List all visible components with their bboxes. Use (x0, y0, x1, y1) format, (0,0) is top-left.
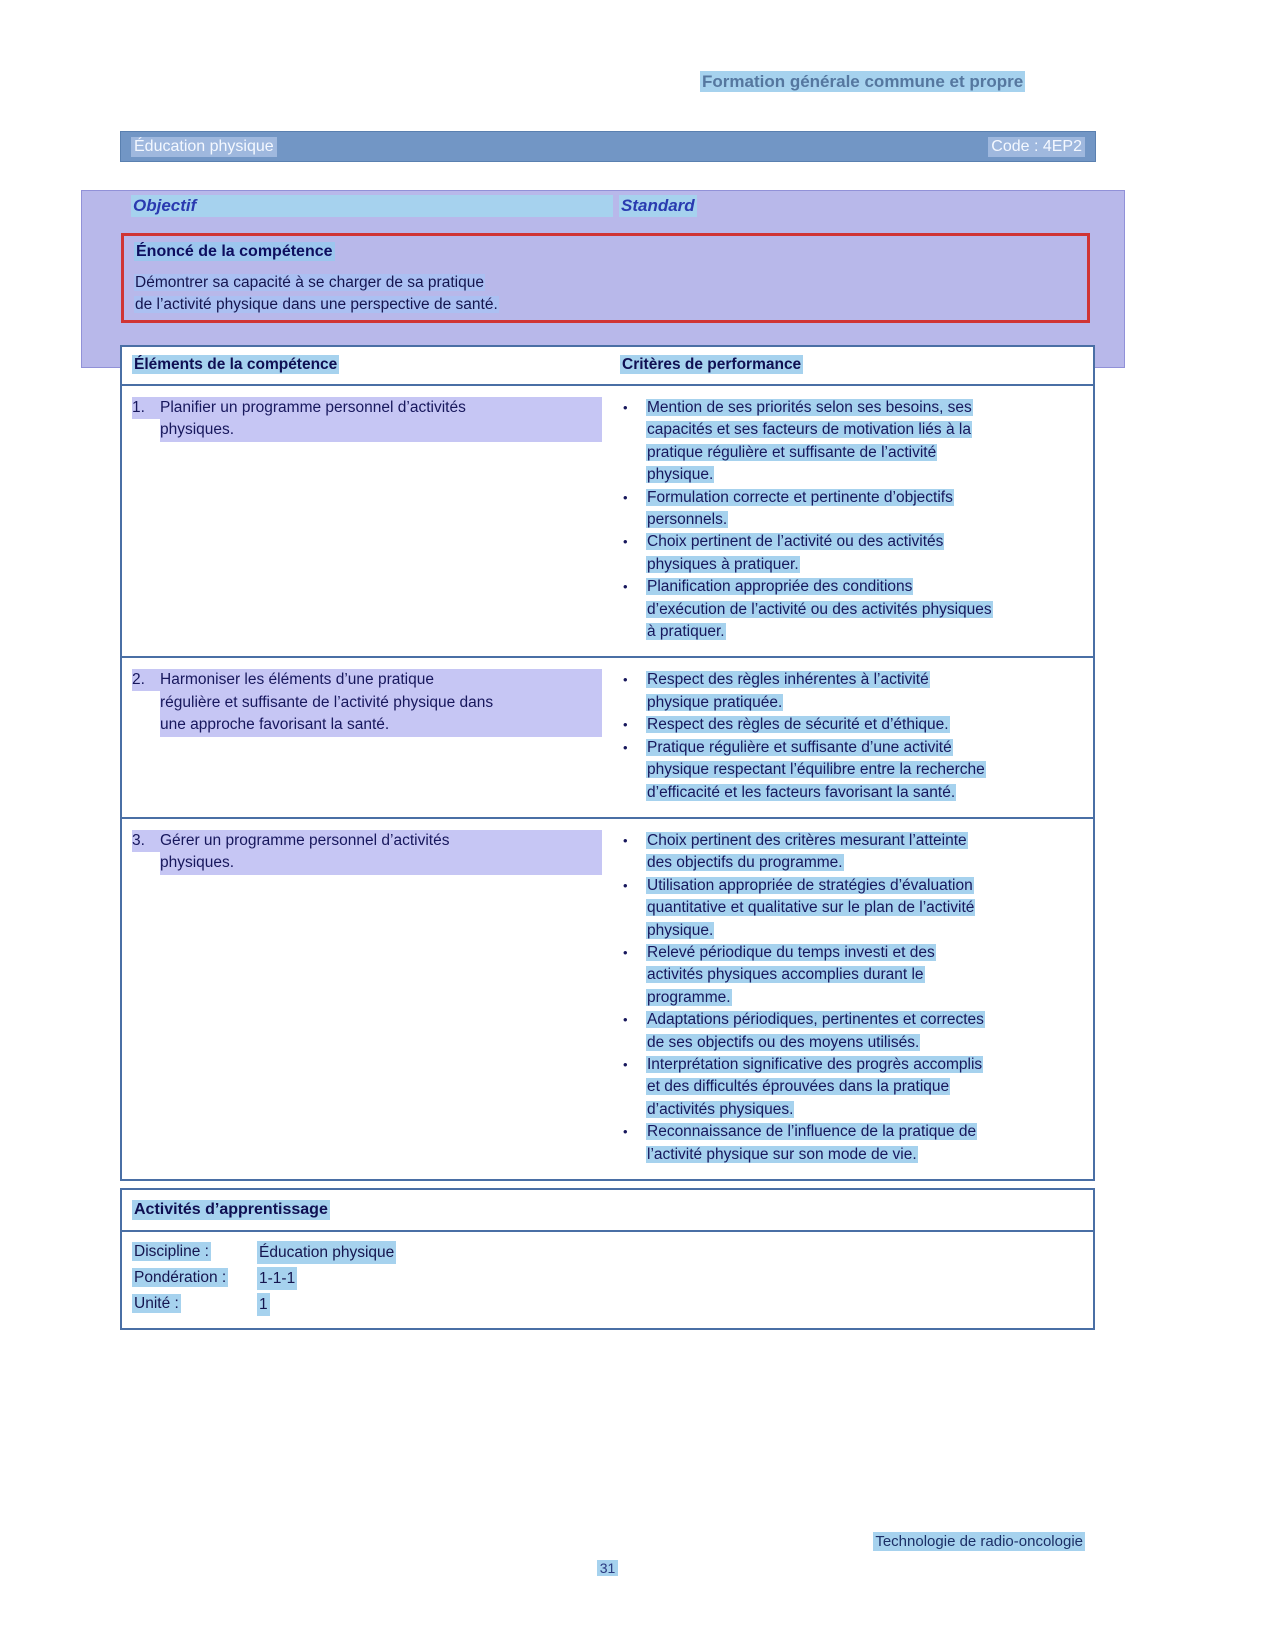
criterion-lines (646, 1009, 1079, 1054)
criterion-line-text: Reconnaissance de l’influence de la pratique de (647, 1123, 977, 1141)
criterion-line-text: physique. (647, 466, 714, 484)
criterion-line-text: activités physiques accomplies durant le (647, 966, 924, 984)
bullet-icon: • (623, 1012, 628, 1028)
element-cell (122, 669, 612, 803)
objective-standard-row (131, 195, 697, 217)
criterion (612, 576, 1079, 643)
course-header-bar (120, 131, 1096, 162)
criterion (612, 875, 1079, 942)
footer-program-name (873, 1533, 1085, 1550)
element-line: Harmoniser les éléments d’une pratique (160, 669, 602, 691)
criterion-lines (646, 397, 1079, 487)
learning-activities-title: Activités d’apprentissage (134, 1201, 328, 1218)
criterion-line (646, 782, 1079, 804)
criterion-line-text: à pratiquer. (647, 623, 725, 641)
criterion-line (646, 987, 1079, 1009)
field-label: Pondération : (134, 1269, 227, 1286)
criterion-line (646, 576, 1079, 598)
section-heading (700, 72, 1025, 92)
element-line: régulière et suffisante de l’activité physique dans (160, 692, 602, 714)
bullet-icon: • (623, 400, 628, 415)
criterion-line-text: programme. (647, 988, 731, 1006)
criterion-line-text: des objectifs du programme. (647, 854, 843, 872)
bullet-icon: • (623, 717, 628, 733)
competence-statement-line (134, 294, 1077, 316)
element-cell (122, 830, 612, 1166)
page-number-text: 31 (597, 1560, 619, 1576)
criterion (612, 669, 1079, 714)
competence-statement-box (121, 233, 1090, 323)
criterion-line (646, 599, 1079, 621)
bullet-icon: • (623, 579, 628, 595)
criterion-line-text: physique respectant l’équilibre entre la recherche (647, 761, 985, 779)
criterion-line-text: physique. (647, 921, 714, 939)
criterion (612, 830, 1079, 875)
criterion-line (646, 964, 1079, 986)
criterion-line (646, 419, 1079, 441)
criterion (612, 397, 1079, 487)
bullet-icon: • (623, 944, 628, 960)
criterion-line-text: physiques à pratiquer. (647, 555, 799, 573)
element-number: 1. (132, 397, 160, 419)
criteria-header-text: Critères de performance (622, 356, 802, 373)
criterion-line-text: Formulation correcte et pertinente d’objectifs (647, 488, 953, 506)
standard-label: Standard (621, 196, 695, 215)
table-row (122, 817, 1093, 1179)
criterion-line-text: l’activité physique sur son mode de vie. (647, 1145, 917, 1163)
criterion-line-text: d’efficacité et les facteurs favorisant la santé. (647, 783, 956, 801)
element-line: physiques. (160, 419, 602, 441)
criterion-line (646, 692, 1079, 714)
criterion-lines (646, 830, 1079, 875)
criteria-cell (612, 830, 1093, 1166)
criterion-line (646, 669, 1079, 691)
criterion-line (646, 509, 1079, 531)
element-cell (122, 397, 612, 643)
competence-statement-text: Démontrer sa capacité à se charger de sa pratique (135, 274, 484, 291)
criterion-line (646, 1032, 1079, 1054)
criterion-line-text: pratique régulière et suffisante de l’activité (647, 443, 937, 461)
criterion-lines (646, 531, 1079, 576)
criterion-line (646, 464, 1079, 486)
criterion-line (646, 737, 1079, 759)
learning-activities-header (120, 1188, 1095, 1232)
element-line: Planifier un programme personnel d’activités (160, 397, 602, 419)
bullet-icon: • (623, 739, 628, 755)
criterion-line (646, 1009, 1079, 1031)
bullet-icon: • (623, 1124, 628, 1140)
element-number: 2. (132, 669, 160, 691)
criterion (612, 942, 1079, 1009)
element-line: une approche favorisant la santé. (160, 714, 602, 736)
criterion-lines (646, 714, 1079, 736)
competence-statement-text: de l’activité physique dans une perspective de santé. (135, 296, 498, 314)
criterion-line-text: d’exécution de l’activité ou des activités physiques (647, 600, 992, 618)
criterion-line (646, 1144, 1079, 1166)
criterion-line (646, 942, 1079, 964)
table-row (122, 656, 1093, 816)
competence-statement-title (134, 243, 1077, 261)
criterion (612, 714, 1079, 736)
bullet-icon: • (623, 832, 628, 848)
table-body (122, 386, 1093, 1179)
criterion-line-text: Adaptations périodiques, pertinentes et correctes (647, 1011, 984, 1029)
bullet-icon: • (623, 534, 628, 550)
criterion-line (646, 1121, 1079, 1143)
criterion (612, 1009, 1079, 1054)
criterion-line-text: physique pratiquée. (647, 693, 783, 711)
criterion-line-text: Planification appropriée des conditions (647, 578, 913, 596)
field-unite (132, 1293, 1083, 1319)
criterion-line (646, 1054, 1079, 1076)
element-number: 3. (132, 830, 160, 852)
objective-standard-panel (81, 190, 1125, 368)
field-value: 1 (257, 1293, 270, 1316)
criterion-line-text: quantitative et qualitative sur le plan de l’activité (647, 899, 975, 917)
criterion-line (646, 397, 1079, 419)
competence-statement-title-text: Énoncé de la compétence (136, 243, 333, 260)
field-discipline (132, 1241, 1083, 1267)
field-label: Unité : (134, 1295, 179, 1312)
criterion-lines (646, 669, 1079, 714)
criterion-line (646, 897, 1079, 919)
criterion-line-text: capacités et ses facteurs de motivation liés à la (647, 421, 971, 439)
criterion-line-text: Respect des règles inhérentes à l’activité (647, 671, 929, 689)
field-value: 1-1-1 (257, 1267, 297, 1290)
criterion-line-text: personnels. (647, 511, 728, 529)
criteria-cell (612, 397, 1093, 643)
criterion-line (646, 531, 1079, 553)
criterion-line (646, 875, 1079, 897)
criterion-lines (646, 737, 1079, 804)
criterion (612, 1121, 1079, 1166)
criterion-line (646, 621, 1079, 643)
criterion-line-text: Pratique régulière et suffisante d’une activité (647, 738, 952, 756)
elements-header-cell (122, 356, 612, 374)
criterion-line (646, 920, 1079, 942)
criterion-lines (646, 1054, 1079, 1121)
criteria-cell (612, 669, 1093, 803)
criterion-line (646, 852, 1079, 874)
criterion-line (646, 487, 1079, 509)
field-ponderation (132, 1267, 1083, 1293)
competence-table (120, 345, 1095, 1181)
criterion-line-text: de ses objectifs ou des moyens utilisés. (647, 1033, 920, 1051)
table-row (122, 386, 1093, 656)
field-value: Éducation physique (257, 1241, 396, 1264)
criterion (612, 737, 1079, 804)
criterion (612, 531, 1079, 576)
criterion-line (646, 714, 1079, 736)
learning-activities-body (120, 1232, 1095, 1330)
criterion-line-text: Choix pertinent des critères mesurant l’atteinte (647, 831, 967, 849)
bullet-icon: • (623, 489, 628, 505)
criterion (612, 1054, 1079, 1121)
criterion-line-text: d’activités physiques. (647, 1100, 794, 1118)
criteria-header-cell (612, 356, 1093, 374)
footer-program-text: Technologie de radio-oncologie (875, 1533, 1083, 1550)
criterion-line-text: et des difficultés éprouvées dans la pratique (647, 1078, 950, 1096)
criterion-lines (646, 487, 1079, 532)
criterion-line (646, 830, 1079, 852)
bullet-icon: • (623, 1056, 628, 1072)
field-label: Discipline : (134, 1243, 209, 1260)
competence-statement-line (134, 272, 1077, 294)
course-title: Éducation physique (131, 137, 277, 157)
bullet-icon: • (623, 877, 628, 893)
criterion-line-text: Respect des règles de sécurité et d’éthique. (647, 716, 949, 734)
criterion-lines (646, 942, 1079, 1009)
section-heading-text: Formation générale commune et propre (702, 72, 1024, 91)
criterion-line (646, 1099, 1079, 1121)
criterion (612, 487, 1079, 532)
criterion-line-text: Choix pertinent de l’activité ou des activités (647, 533, 944, 551)
table-header-row (122, 347, 1093, 386)
element-line: Gérer un programme personnel d’activités (160, 830, 602, 852)
criterion-lines (646, 875, 1079, 942)
criterion-lines (646, 1121, 1079, 1166)
criterion-line-text: Interprétation significative des progrès accomplis (647, 1055, 983, 1073)
criterion-line-text: Relevé périodique du temps investi et des (647, 943, 935, 961)
criterion-line (646, 554, 1079, 576)
bullet-icon: • (623, 672, 628, 688)
objective-label: Objectif (131, 195, 613, 217)
criterion-line (646, 1076, 1079, 1098)
page-number (0, 1560, 1215, 1576)
criterion-line (646, 442, 1079, 464)
criterion-line (646, 759, 1079, 781)
element-line: physiques. (160, 852, 602, 874)
course-code: Code : 4EP2 (988, 137, 1085, 157)
elements-header-text: Éléments de la compétence (134, 356, 338, 373)
criterion-line-text: Mention de ses priorités selon ses besoins, ses (647, 399, 972, 416)
criterion-lines (646, 576, 1079, 643)
criterion-line-text: Utilisation appropriée de stratégies d’évaluation (647, 876, 973, 894)
